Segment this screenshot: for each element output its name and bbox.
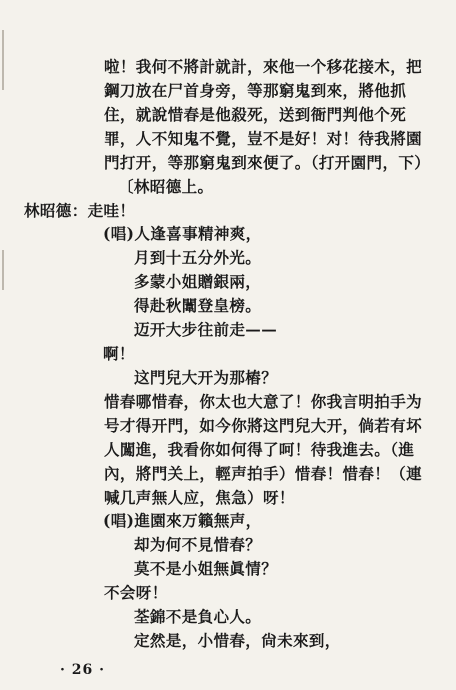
text-line: 內，將門关上，輕声拍手）惜春！惜春！（連 xyxy=(104,463,423,483)
page-number: · 26 · xyxy=(60,662,105,678)
stage-direction: 〔林昭德上。 xyxy=(118,176,214,196)
text-line: 罪，人不知鬼不覺，豈不是好！对！待我將園 xyxy=(104,128,423,148)
verse-line: 多蒙小姐贈銀兩， xyxy=(134,272,262,292)
scan-edge-mark xyxy=(2,250,4,290)
speaker-line: 林昭德：走哇！ xyxy=(24,200,136,220)
text-line: 住，就說惜春是他殺死，送到衙門判他个死 xyxy=(104,104,407,124)
text-line: 惜春哪惜春，你太也大意了！你我言明拍手为 xyxy=(104,391,423,411)
verse-line: 这門兒大开为那樁？ xyxy=(134,367,278,387)
text-line: 鋼刀放在尸首身旁，等那窮鬼到來，將他抓 xyxy=(104,80,407,100)
verse-line: 月到十五分外光。 xyxy=(134,248,262,268)
verse-line: 莫不是小姐無眞情？ xyxy=(134,559,278,579)
text-line: 喊几声無人应，焦急）呀！ xyxy=(104,487,295,507)
text-line: 不会呀！ xyxy=(104,583,168,603)
verse-line: 迈开大步往前走—— xyxy=(134,320,278,340)
scan-edge-mark xyxy=(2,30,4,90)
text-line: 号才得开門，如今你將这門兒大开，倘若有坏 xyxy=(104,415,423,435)
text-line: 人闖進，我看你如何得了呵！待我進去。（進 xyxy=(104,439,415,459)
text-line: 門打开，等那窮鬼到來便了。（打开園門，下） xyxy=(104,152,431,172)
verse-line: 荃錦不是負心人。 xyxy=(134,607,262,627)
verse-line: 却为何不見惜春？ xyxy=(134,535,262,555)
verse-line: 定然是，小惜春，尙未來到， xyxy=(134,631,341,650)
text-line: 啦！我何不將計就計，來他一个移花接木，把 xyxy=(104,57,423,76)
text-line: 啊！ xyxy=(103,344,135,363)
sung-line: (唱)人逢喜事精神爽， xyxy=(103,224,262,244)
verse-line: 得赴秋闈登皇榜。 xyxy=(134,296,262,316)
sung-line: (唱)進園來万籟無声， xyxy=(103,511,262,531)
